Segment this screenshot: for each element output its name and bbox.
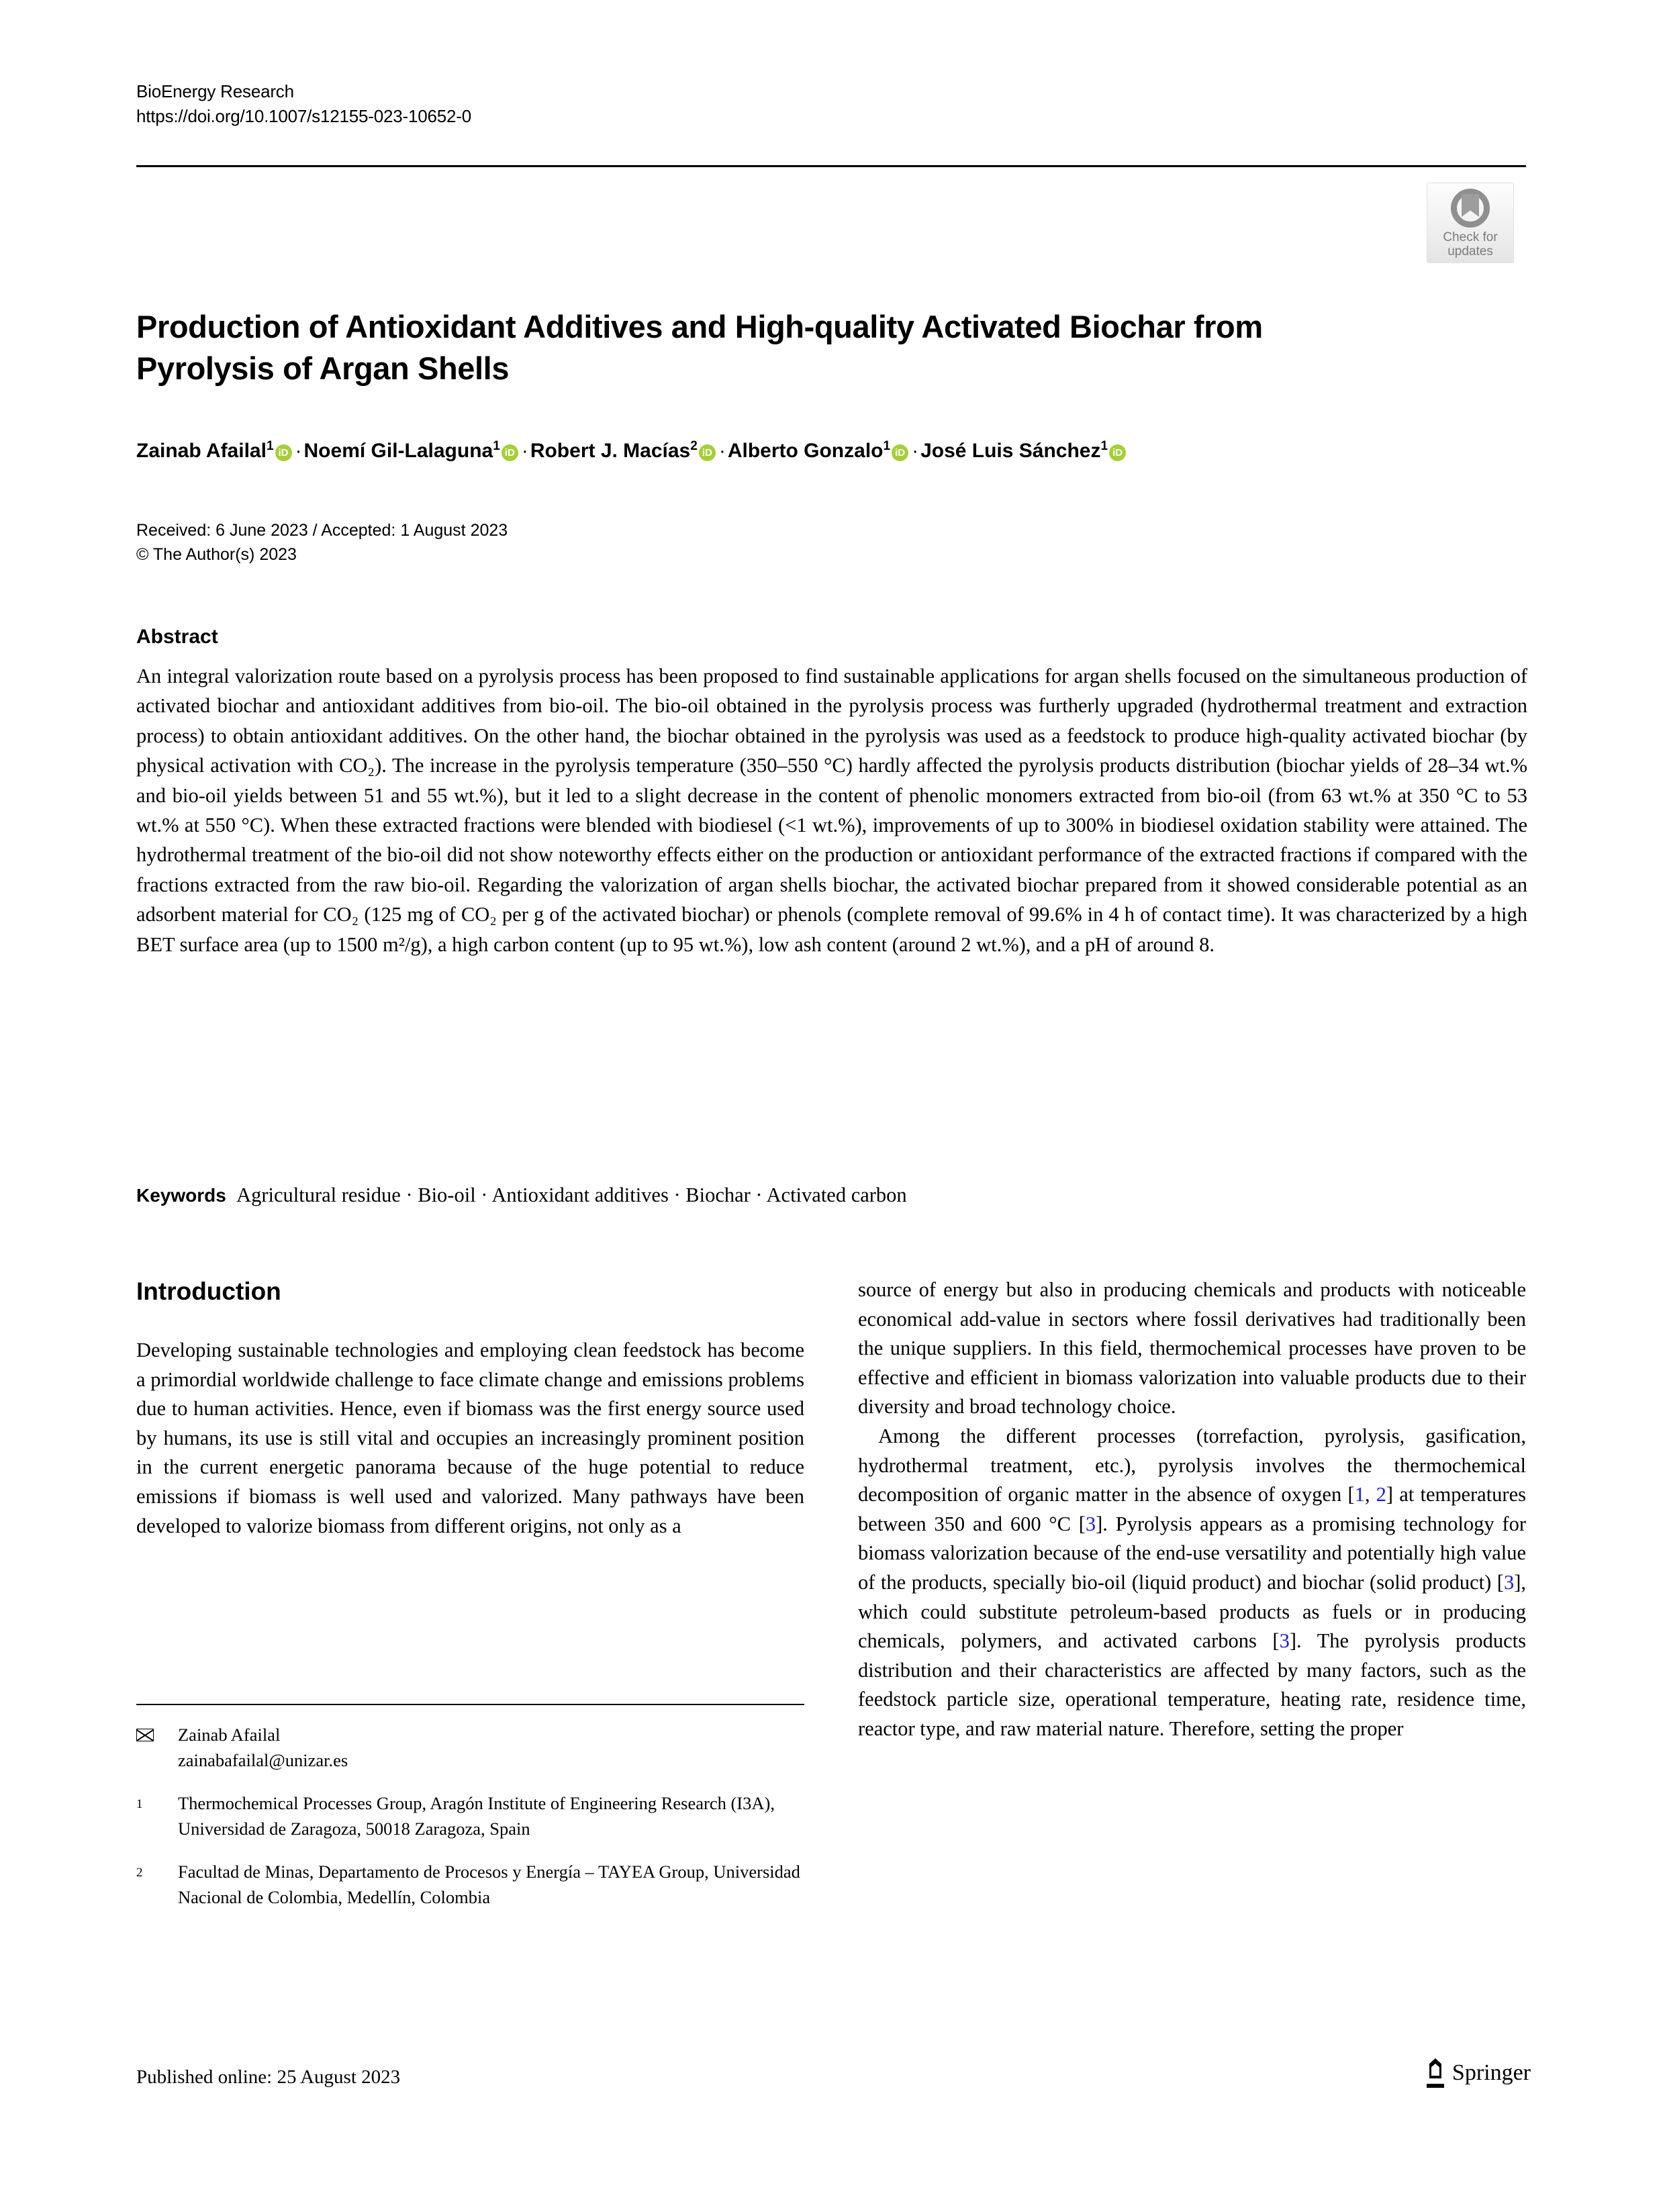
orcid-icon[interactable]: iD xyxy=(1109,444,1126,461)
abstract-text: An integral valorization route based on a pyrolysis process has been proposed to find sustainable applications for argan shells focused on the simultaneous production of activated biochar and antioxidant additives from bio-oil. The bio-oil obtained in the pyrolysis process was furtherly upgraded (hydrothermal treatment and extraction process) to obtain antioxidant additives. On the other hand, the biochar obtained in the pyrolysis was used as a feedstock to produce high-quality activated biochar (by physical activation with CO₂). The increase in the pyrolysis temperature (350–550 °C) hardly affected the pyrolysis products distribution (biochar yields of 28–34 wt.% and bio-oil yields between 51 and 55 wt.%), but it led to a slight decrease in the content of phenolic monomers extracted from bio-oil (from 63 wt.% at 350 °C to 53 wt.% at 550 °C). When these extracted fractions were blended with biodiesel (<1 wt.%), improvements of up to 300% in biodiesel oxidation stability were attained. The hydrothermal treatment of the bio-oil did not show noteworthy effects either on the production or antioxidant performance of the extracted fractions if compared with the fractions extracted from the raw bio-oil. Regarding the valorization of argan shells biochar, the activated biochar prepared from it showed considerable potential as an adsorbent material for CO₂ (125 mg of CO₂ per g of the activated biochar) or phenols (complete removal of 99.6% in 4 h of contact time). It was characterized by a high BET surface area (up to 1500 m²/g), a high carbon content (up to 95 wt.%), low ash content (around 2 wt.%), and a pH of around 8. xyxy=(136,665,1527,956)
check-for-updates-badge[interactable] xyxy=(1427,183,1514,263)
published-online-line: Published online: 25 August 2023 xyxy=(136,2066,401,2088)
author-name[interactable]: José Luis Sánchez xyxy=(920,440,1101,462)
publisher-logo xyxy=(1425,2058,1531,2088)
affiliation-text: Facultad de Minas, Departamento de Procesos y Energía – TAYEA Group, Universidad Nacional de Colombia, Medellín, Colombia xyxy=(178,1862,800,1907)
keywords-label: Keywords xyxy=(136,1185,226,1206)
affiliation-row xyxy=(136,1790,804,1841)
check-updates-label xyxy=(1443,230,1497,258)
author-affiliation-marker: 1 xyxy=(1100,439,1108,453)
paragraph-segment: ]. Pyrolysis appears as a promising technology for biomass valorization because of the end-use versatility and potentially high value of the products, specially bio-oil (liquid product) and biochar (solid product) [ xyxy=(858,1512,1526,1594)
author-entry xyxy=(304,440,520,462)
citation-link[interactable]: 3 xyxy=(1085,1512,1096,1535)
paragraph-segment: ] at temperatures between 350 and 600 °C [ xyxy=(858,1483,1526,1535)
author-entry xyxy=(530,440,717,462)
orcid-icon[interactable]: iD xyxy=(892,444,908,461)
affiliation-marker: 1 xyxy=(136,1797,143,1811)
author-entry xyxy=(728,440,910,462)
corresponding-author-body xyxy=(178,1722,804,1773)
section-heading-introduction: Introduction xyxy=(136,1278,281,1305)
journal-header xyxy=(136,79,471,129)
page-title: Production of Antioxidant Additives and High-quality Activated Biochar from Pyrolysis of Argan Shells xyxy=(136,309,1263,387)
author-separator: · xyxy=(718,440,726,462)
doi-link[interactable]: https://doi.org/10.1007/s12155-023-10652-0 xyxy=(136,106,471,126)
author-separator: · xyxy=(912,440,919,462)
author-list xyxy=(136,433,1526,465)
keywords-list: Agricultural residue · Bio-oil · Antioxidant additives · Biochar · Activated carbon xyxy=(236,1184,907,1206)
paragraph-segment: , xyxy=(1364,1483,1376,1506)
author-name[interactable]: Alberto Gonzalo xyxy=(727,440,884,462)
corresponding-author-row xyxy=(136,1722,804,1773)
crossmark-icon xyxy=(1451,189,1490,228)
paragraph: source of energy but also in producing chemicals and products with noticeable economical add-value in sectors where fossil derivatives had traditionally been the unique suppliers. In this field, thermochemical processes have proven to be effective and efficient in biomass valorization into valuable products due to their diversity and broad technology choice. xyxy=(858,1278,1526,1418)
publication-dates xyxy=(136,518,508,567)
copyright-line: © The Author(s) 2023 xyxy=(136,545,297,564)
author-name[interactable]: Zainab Afailal xyxy=(136,440,267,462)
check-updates-line1: Check for xyxy=(1443,230,1498,244)
paragraph: Developing sustainable technologies and employing clean feedstock has become a primordial worldwide challenge to face climate change and emissions problems due to human activities. Hence, even if biomass was the first energy source used by humans, its use is still vital and occupies an increasingly prominent position in the current energetic panorama because of the huge potential to reduce emissions if biomass is well used and valorized. Many pathways have been developed to valorize biomass from different origins, not only as a xyxy=(136,1339,804,1537)
citation-link[interactable]: 1 xyxy=(1354,1483,1365,1506)
publisher-name: Springer xyxy=(1452,2060,1531,2085)
envelope-icon xyxy=(136,1722,178,1773)
author-affiliation-marker: 2 xyxy=(690,439,698,453)
citation-link[interactable]: 3 xyxy=(1279,1629,1290,1653)
citation-link[interactable]: 3 xyxy=(1503,1570,1515,1594)
springer-nib-icon xyxy=(1425,2058,1445,2088)
journal-name: BioEnergy Research xyxy=(136,81,294,101)
keywords-block xyxy=(136,1180,1527,1210)
footnote-divider xyxy=(136,1704,804,1705)
corresponding-author-email[interactable]: zainabafailal@unizar.es xyxy=(178,1750,348,1770)
author-entry xyxy=(920,440,1127,462)
author-separator: · xyxy=(295,440,302,462)
author-name[interactable]: Robert J. Macías xyxy=(530,440,691,462)
affiliation-marker: 2 xyxy=(136,1866,143,1880)
footnote-block xyxy=(136,1722,804,1927)
paragraph-segment: ]. The pyrolysis products distribution and their characteristics are affected by many factors, such as the feedstock particle size, operational temperature, heating rate, residence time, reactor type, and raw material nature. Therefore, setting the proper xyxy=(858,1629,1526,1740)
body-column-left xyxy=(136,1276,804,1541)
header-divider xyxy=(136,165,1526,167)
author-entry xyxy=(136,440,293,462)
author-affiliation-marker: 1 xyxy=(266,439,274,453)
paragraph xyxy=(858,1422,1526,1744)
orcid-icon[interactable]: iD xyxy=(699,444,716,461)
received-accepted-line: Received: 6 June 2023 / Accepted: 1 August 2023 xyxy=(136,521,508,540)
orcid-icon[interactable]: iD xyxy=(275,444,292,461)
orcid-icon[interactable]: iD xyxy=(502,444,518,461)
check-updates-line2: updates xyxy=(1447,244,1493,258)
citation-link[interactable]: 2 xyxy=(1376,1483,1386,1506)
body-column-right xyxy=(858,1276,1526,1744)
paragraph-segment: Among the different processes (torrefaction, pyrolysis, gasification, hydrothermal treatment, etc.), pyrolysis involves the thermochemical decomposition of organic matter in the absence of oxygen [ xyxy=(858,1424,1526,1506)
author-affiliation-marker: 1 xyxy=(493,439,500,453)
author-affiliation-marker: 1 xyxy=(883,439,891,453)
paragraph-segment: ], which could substitute petroleum-based products as fuels or in producing chemicals, polymers, and activated carbons [ xyxy=(858,1570,1526,1653)
abstract-heading: Abstract xyxy=(136,626,218,648)
corresponding-author-name: Zainab Afailal xyxy=(178,1725,281,1745)
affiliation-text: Thermochemical Processes Group, Aragón Institute of Engineering Research (I3A), Universidad de Zaragoza, 50018 Zaragoza, Spain xyxy=(178,1793,775,1839)
author-separator: · xyxy=(521,440,528,462)
author-name[interactable]: Noemí Gil-Lalaguna xyxy=(303,440,493,462)
affiliation-row xyxy=(136,1859,804,1910)
